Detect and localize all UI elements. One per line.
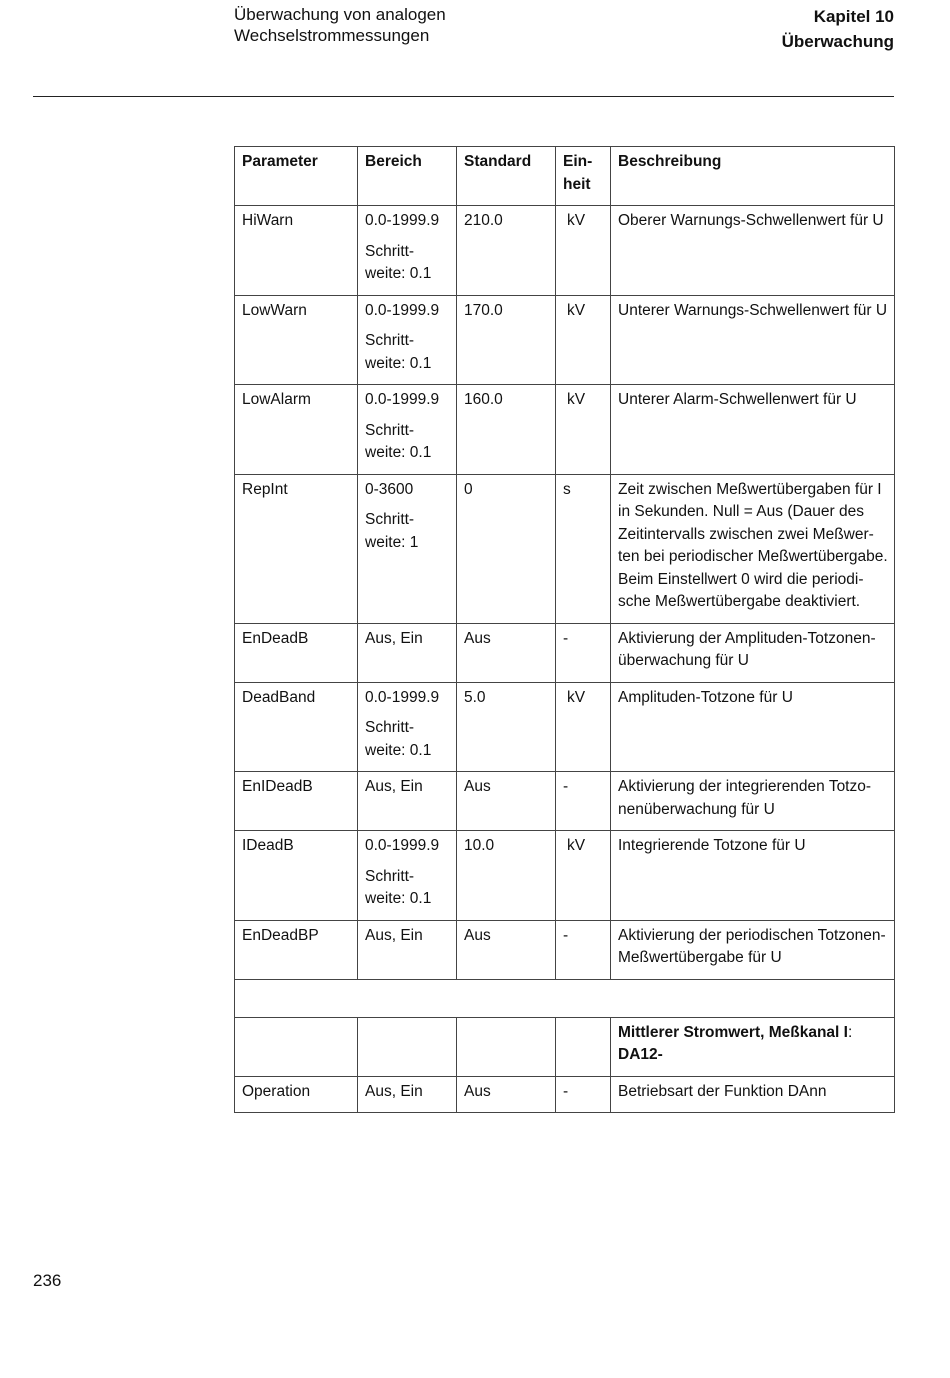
table-row	[235, 772, 895, 831]
chapter-title: Überwachung	[781, 32, 894, 51]
cell-description: Unterer Alarm-Schwellenwert für U	[611, 385, 895, 475]
header-left-line1: Überwachung von analogen	[234, 5, 446, 24]
cell-parameter: EnIDeadB	[235, 772, 358, 831]
cell-parameter: RepInt	[235, 474, 358, 623]
cell-default: Aus	[457, 772, 556, 831]
cell-range	[358, 295, 457, 385]
cell-default: Aus	[457, 920, 556, 979]
range-value: Aus, Ein	[365, 778, 423, 795]
cell-unit: -	[556, 1076, 611, 1113]
cell-description: Aktivierung der periodischen Totzonen- Meßwertübergabe für U	[611, 920, 895, 979]
cell-default: 0	[457, 474, 556, 623]
cell-unit: kV	[556, 206, 611, 296]
running-header-left	[234, 4, 446, 46]
cell-range	[358, 385, 457, 475]
section-heading-code: DA12-	[618, 1046, 663, 1063]
range-value: 0.0-1999.9	[365, 212, 440, 229]
range-value: 0-3600	[365, 480, 414, 498]
cell-range: Aus, Ein	[358, 1076, 457, 1113]
range-value: 0.0-1999.9	[365, 688, 440, 706]
table-row	[235, 920, 895, 979]
range-step-note: Schritt- weite: 0.1	[365, 242, 432, 282]
range-value: 0.0-1999.9	[365, 837, 440, 854]
empty-cell	[235, 979, 895, 1017]
cell-unit: kV	[556, 831, 611, 921]
table-row	[235, 831, 895, 921]
empty-row	[235, 979, 895, 1017]
table-row	[235, 1076, 895, 1113]
range-step-note: Schritt- weite: 0.1	[365, 332, 432, 372]
cell-range	[358, 623, 457, 682]
cell-parameter: EnDeadB	[235, 623, 358, 682]
section-heading-text: Mittlerer Stromwert, Meßkanal I	[618, 1023, 848, 1041]
running-header-right	[782, 4, 894, 54]
cell-unit: kV	[556, 682, 611, 772]
cell-parameter: DeadBand	[235, 682, 358, 772]
empty-cell	[358, 1017, 457, 1076]
empty-cell	[457, 1017, 556, 1076]
column-header-default: Standard	[457, 147, 556, 206]
cell-default: Aus	[457, 623, 556, 682]
cell-default: 160.0	[457, 385, 556, 475]
table-row	[235, 474, 895, 623]
section-heading	[611, 1017, 895, 1076]
table-row	[235, 682, 895, 772]
cell-default: 5.0	[457, 682, 556, 772]
parameter-table	[234, 146, 895, 1113]
table-row	[235, 385, 895, 475]
cell-parameter: IDeadB	[235, 831, 358, 921]
column-header-description: Beschreibung	[611, 147, 895, 206]
cell-description: Amplituden-Totzone für U	[611, 682, 895, 772]
cell-unit: kV	[556, 385, 611, 475]
cell-range	[358, 831, 457, 921]
table-header-row	[235, 147, 895, 206]
header-divider	[33, 96, 894, 97]
cell-parameter: LowWarn	[235, 295, 358, 385]
cell-range	[358, 206, 457, 296]
cell-range	[358, 682, 457, 772]
range-step-note: Schritt- weite: 0.1	[365, 867, 432, 907]
table-row	[235, 206, 895, 296]
column-header-range: Bereich	[358, 147, 457, 206]
cell-parameter: Operation	[235, 1076, 358, 1113]
cell-range	[358, 772, 457, 831]
cell-description: Aktivierung der Amplituden-Totzonen- überwachung für U	[611, 623, 895, 682]
cell-default: Aus	[457, 1076, 556, 1113]
range-value: 0.0-1999.9	[365, 301, 440, 319]
cell-parameter: EnDeadBP	[235, 920, 358, 979]
section-heading-colon: :	[847, 1023, 853, 1041]
table-row	[235, 295, 895, 385]
cell-unit: s	[556, 474, 611, 623]
cell-description: Unterer Warnungs-Schwellenwert für U	[611, 295, 895, 385]
cell-description: Oberer Warnungs-Schwellenwert für U	[611, 206, 895, 296]
cell-unit: kV	[556, 295, 611, 385]
range-step-note: Schritt- weite: 0.1	[365, 719, 432, 759]
range-step-note: Schritt- weite: 1	[365, 511, 419, 551]
range-value: 0.0-1999.9	[365, 391, 440, 408]
section-heading-row	[235, 1017, 895, 1076]
cell-default: 210.0	[457, 206, 556, 296]
page-number: 236	[33, 1271, 62, 1290]
cell-parameter: LowAlarm	[235, 385, 358, 475]
header-left-line2: Wechselstrommessungen	[234, 26, 430, 45]
range-value: Aus, Ein	[365, 629, 423, 647]
range-step-note: Schritt- weite: 0.1	[365, 421, 432, 461]
cell-description: Zeit zwischen Meßwertübergaben für I in Sekunden. Null = Aus (Dauer des Zeitintervalls zwischen zwei Meßwer- ten bei periodischer Meßwertübergabe. Beim Einstellwert 0 wird die periodi- sche Meßwertübergabe deaktiviert.	[611, 474, 895, 623]
cell-unit: -	[556, 920, 611, 979]
cell-unit: -	[556, 623, 611, 682]
cell-description: Aktivierung der integrierenden Totzo- nenüberwachung für U	[611, 772, 895, 831]
cell-unit: -	[556, 772, 611, 831]
cell-default: 170.0	[457, 295, 556, 385]
cell-range	[358, 474, 457, 623]
empty-cell	[556, 1017, 611, 1076]
cell-default: 10.0	[457, 831, 556, 921]
column-header-unit: Ein- heit	[556, 147, 611, 206]
empty-cell	[235, 1017, 358, 1076]
cell-parameter: HiWarn	[235, 206, 358, 296]
cell-description: Integrierende Totzone für U	[611, 831, 895, 921]
table-row	[235, 623, 895, 682]
column-header-parameter: Parameter	[235, 147, 358, 206]
range-value: Aus, Ein	[365, 926, 423, 944]
chapter-number: Kapitel 10	[813, 7, 894, 26]
cell-range	[358, 920, 457, 979]
cell-description: Betriebsart der Funktion DAnn	[611, 1076, 895, 1113]
